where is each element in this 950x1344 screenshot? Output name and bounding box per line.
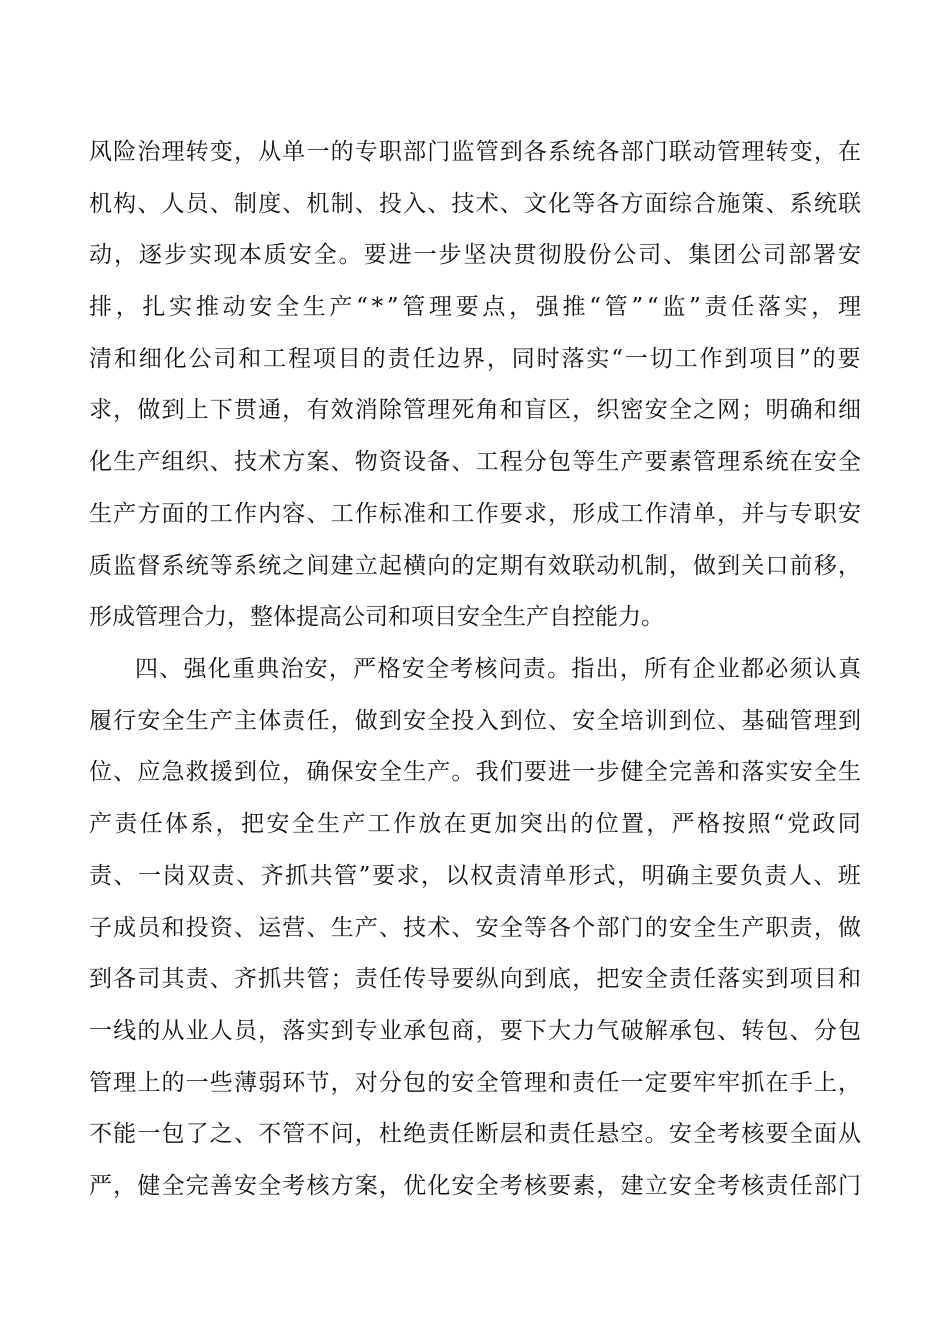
text-line: 一线的从业人员，落实到专业承包商，要下大力气破解承包、转包、分包 (89, 1018, 863, 1044)
text-line: 动，逐步实现本质安全。要进一步坚决贯彻股份公司、集团公司部署安 (89, 242, 863, 268)
text-line: 到各司其责、齐抓共管；责任传导要纵向到底，把安全责任落实到项目和 (89, 966, 863, 992)
text-line: 子成员和投资、运营、生产、技术、安全等各个部门的安全生产职责，做 (89, 915, 863, 941)
text-line: 清和细化公司和工程项目的责任边界，同时落实“一切工作到项目”的要 (89, 346, 863, 372)
text-line: 不能一包了之、不管不问，杜绝责任断层和责任悬空。安全考核要全面从 (89, 1121, 863, 1147)
text-line: 责、一岗双责、齐抓共管”要求，以权责清单形式，明确主要负责人、班 (89, 863, 863, 889)
text-line: 形成管理合力，整体提高公司和项目安全生产自控能力。 (89, 604, 664, 630)
text-line: 位、应急救援到位，确保安全生产。我们要进一步健全完善和落实安全生 (89, 759, 863, 785)
section-heading-line: 四、强化重典治安，严格安全考核问责。指出，所有企业都必须认真 (135, 656, 863, 682)
text-line: 风险治理转变，从单一的专职部门监管到各系统各部门联动管理转变，在 (89, 139, 863, 165)
text-line: 履行安全生产主体责任，做到安全投入到位、安全培训到位、基础管理到 (89, 708, 863, 734)
text-line: 严，健全完善安全考核方案，优化安全考核要素，建立安全考核责任部门 (89, 1173, 863, 1199)
text-line: 机构、人员、制度、机制、投入、技术、文化等各方面综合施策、系统联 (89, 191, 863, 217)
text-line: 产责任体系，把安全生产工作放在更加突出的位置，严格按照“党政同 (89, 811, 864, 837)
text-line: 质监督系统等系统之间建立起横向的定期有效联动机制，做到关口前移， (89, 553, 863, 579)
text-line: 生产方面的工作内容、工作标准和工作要求，形成工作清单，并与专职安 (89, 501, 863, 527)
text-line: 化生产组织、技术方案、物资设备、工程分包等生产要素管理系统在安全 (89, 449, 863, 475)
text-line: 管理上的一些薄弱环节，对分包的安全管理和责任一定要牢牢抓在手上， (89, 1070, 863, 1096)
text-line: 求，做到上下贯通，有效消除管理死角和盲区，织密安全之网；明确和细 (89, 397, 863, 423)
text-line: 排，扎实推动安全生产“*”管理要点，强推“管”“监”责任落实，理 (89, 294, 865, 320)
